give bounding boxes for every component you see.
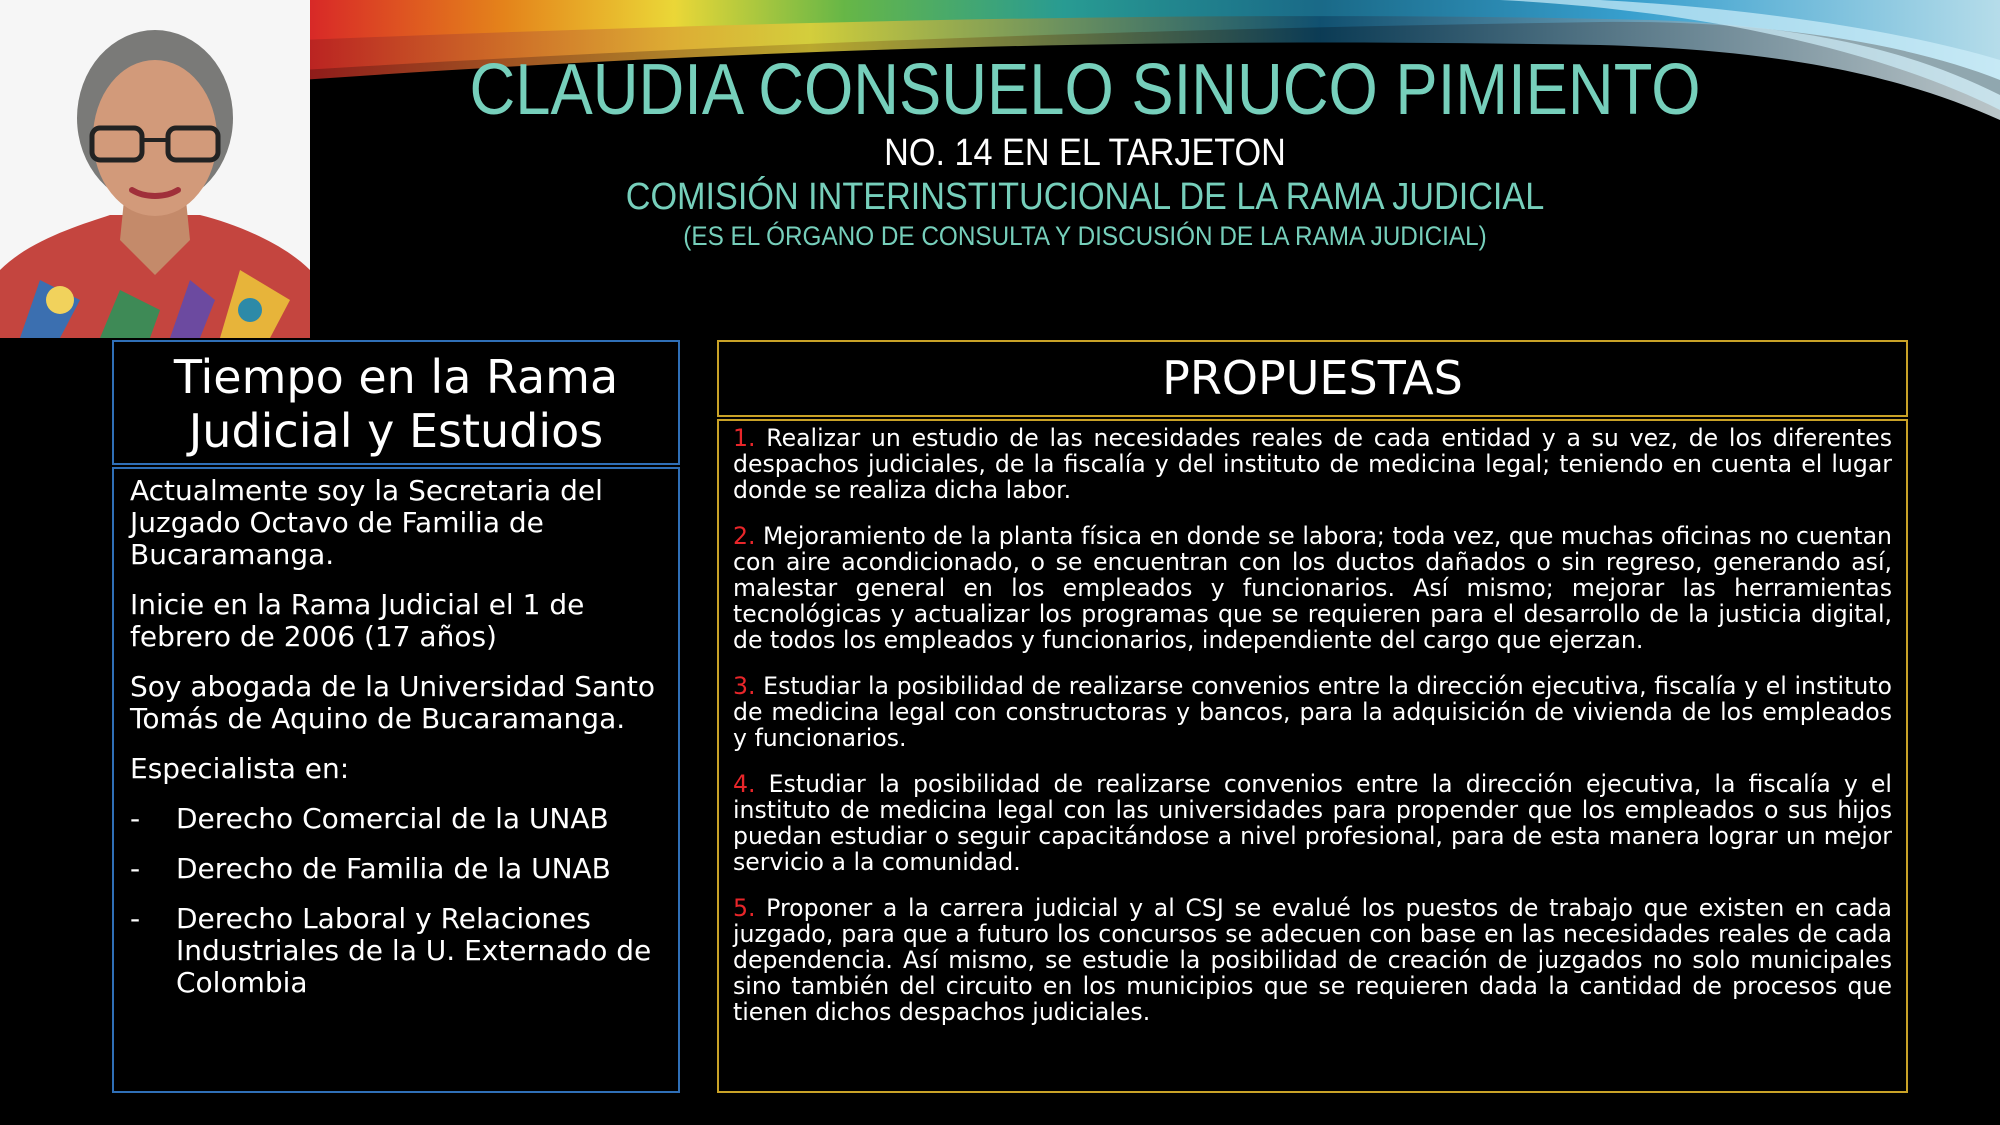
career-heading-box [112,340,680,465]
career-paragraph: Actualmente soy la Secretaria del Juzgado Octavo de Familia de Bucaramanga. [130,474,603,571]
bullet-dash: - [130,802,141,835]
career-paragraph: Especialista en: [130,752,350,785]
proposals-list [717,419,1908,1093]
proposal-item [733,673,1892,751]
career-details [112,467,680,1093]
proposal-item [733,523,1892,653]
proposal-number: 5. [733,894,756,922]
proposal-text: Estudiar la posibilidad de realizarse convenios entre la dirección ejecutiva, fiscalía y el instituto de medicina legal con constructoras y bancos, para la adquisición de vivienda de los empleados y funcionarios. [733,672,1892,752]
bullet-dash: - [130,852,141,885]
career-heading-line1: Tiempo en la Rama [173,350,619,404]
commission-description: (ES EL ÓRGANO DE CONSULTA Y DISCUSIÓN DE LA RAMA JUDICIAL) [683,221,1487,251]
specialty-item [130,903,664,999]
proposal-text: Estudiar la posibilidad de realizarse convenios entre la dirección ejecutiva, la fiscalía y el instituto de medicina legal con las universidades para propender que los empleados o sus hijos puedan estudiar o seguir capacitándose a nivel profesional, para de esta manera lograr un mejor servicio a la comunidad. [733,770,1892,876]
specialty-item [130,803,664,835]
ballot-number: NO. 14 EN EL TARJETON [884,132,1286,174]
proposal-number: 2. [733,522,756,550]
proposal-item [733,425,1892,503]
proposal-number: 1. [733,424,756,452]
proposal-text: Mejoramiento de la planta física en donde se labora; toda vez, que muchas oficinas no cuentan con aire acondicionado, o se encuentran con los ductos dañados o sin regreso, generando así, malestar general en los empleados y funcionarios. Así mismo; mejorar las herramientas tecnológicas y actualizar los programas que se requieren para el desarrollo de la justicia digital, de todos los empleados y funcionarios, independiente del cargo que ejerzan. [733,522,1892,654]
candidate-portrait [0,0,310,338]
specialty-text: Derecho Laboral y Relaciones Industriales de la U. Externado de Colombia [176,902,652,999]
proposal-number: 3. [733,672,756,700]
proposals-heading: PROPUESTAS [717,340,1908,417]
career-paragraph: Soy abogada de la Universidad Santo Tomás de Aquino de Bucaramanga. [130,670,656,735]
career-paragraph: Inicie en la Rama Judicial el 1 de febrero de 2006 (17 años) [130,588,585,653]
proposal-text: Proponer a la carrera judicial y al CSJ se evalué los puestos de trabajo que existen en cada juzgado, para que a futuro los concursos se adecuen con base en las necesidades reales de cada dependencia. Así mismo, se estudie la posibilidad de creación de juzgados no solo municipales sino también del circuito en los municipios que se requieren dada la cantidad de procesos que tienen dichos despachos judiciales. [733,894,1892,1026]
title-block [340,48,1830,252]
specialty-item [130,853,664,885]
proposal-text: Realizar un estudio de las necesidades reales de cada entidad y a su vez, de los diferentes despachos judiciales, de la fiscalía y del instituto de medicina legal; teniendo en cuenta el lugar donde se realiza dicha labor. [733,424,1892,504]
specialty-text: Derecho de Familia de la UNAB [176,852,611,885]
specialty-text: Derecho Comercial de la UNAB [176,802,609,835]
career-heading-line2: Judicial y Estudios [188,404,604,458]
commission-name: COMISIÓN INTERINSTITUCIONAL DE LA RAMA JUDICIAL [625,176,1545,218]
proposal-item [733,895,1892,1025]
proposal-item [733,771,1892,875]
proposal-number: 4. [733,770,756,798]
candidate-name: CLAUDIA CONSUELO SINUCO PIMIENTO [469,50,1701,130]
bullet-dash: - [130,902,141,935]
